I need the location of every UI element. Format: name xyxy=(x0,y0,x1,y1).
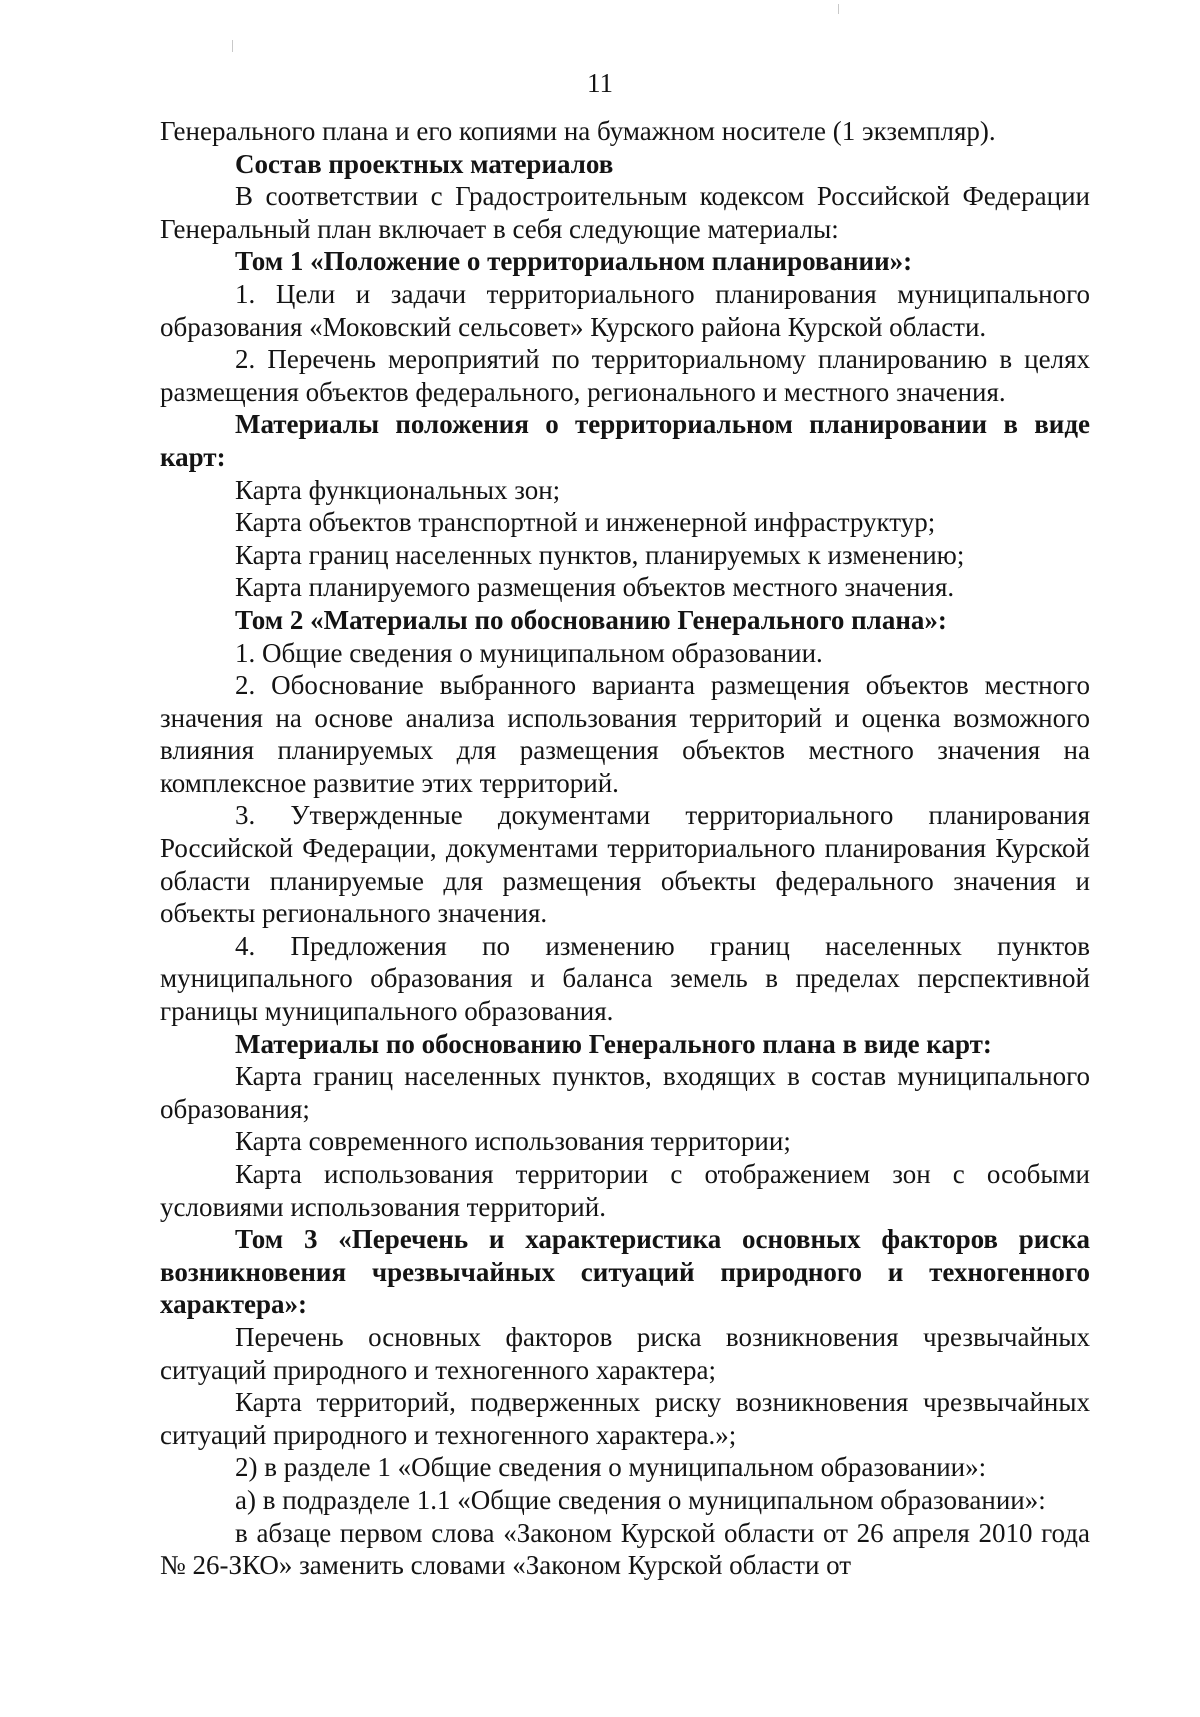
heading-volume-1: Том 1 «Положение о территориальном планировании»: xyxy=(235,246,913,277)
paragraph-continuation: Генерального плана и его копиями на бумажном носителе (1 экземпляр). xyxy=(160,116,996,146)
map-item: Карта функциональных зон; xyxy=(235,474,561,505)
list-item: 1. Цели и задачи территориального планирования муниципального образования «Моковский сельсовет» Курского района Курской области. xyxy=(160,278,1090,342)
paragraph-intro: В соответствии с Градостроительным кодексом Российской Федерации Генеральный план включает в себя следующие материалы: xyxy=(160,181,1090,244)
heading-volume-2: Том 2 «Материалы по обоснованию Генерального плана»: xyxy=(235,604,947,635)
document-body xyxy=(160,115,1090,1582)
heading-volume-3: Том 3 «Перечень и характеристика основных факторов риска возникновения чрезвычайных ситуаций природного и техногенного характера»: xyxy=(160,1224,1090,1320)
page-number: 11 xyxy=(587,68,613,98)
map-item: Карта границ населенных пунктов, входящих в состав муниципального образования; xyxy=(160,1061,1090,1124)
map-item: Карта объектов транспортной и инженерной инфраструктур; xyxy=(235,507,936,538)
map-item: Карта современного использования территории; xyxy=(235,1126,791,1157)
list-item: 1. Общие сведения о муниципальном образовании. xyxy=(235,637,823,668)
list-item: 4. Предложения по изменению границ населенных пунктов муниципального образования и баланса земель в пределах перспективной границы муниципального образования. xyxy=(160,930,1090,1027)
map-item: Карта использования территории с отображением зон с особыми условиями использования территорий. xyxy=(160,1159,1090,1222)
list-item: Перечень основных факторов риска возникновения чрезвычайных ситуаций природного и техногенного характера; xyxy=(160,1321,1090,1385)
scan-artifact xyxy=(232,40,233,52)
amendment-item: в абзаце первом слова «Законом Курской области от 26 апреля 2010 года № 26-ЗКО» заменить словами «Законом Курской области от xyxy=(160,1517,1090,1581)
list-item: Карта территорий, подверженных риску возникновения чрезвычайных ситуаций природного и техногенного характера.»; xyxy=(160,1387,1090,1450)
heading-project-materials: Состав проектных материалов xyxy=(235,148,614,179)
scan-artifact xyxy=(838,4,839,14)
list-item: 3. Утвержденные документами территориального планирования Российской Федерации, документами территориального планирования Курской области планируемые для размещения объекты федерального значения и объекты регионального значения. xyxy=(160,800,1090,929)
heading-maps-volume-2: Материалы по обоснованию Генерального плана в виде карт: xyxy=(235,1028,992,1059)
amendment-item: а) в подразделе 1.1 «Общие сведения о муниципальном образовании»: xyxy=(235,1484,1046,1515)
heading-maps-volume-1: Материалы положения о территориальном планировании в виде карт: xyxy=(160,409,1090,472)
map-item: Карта планируемого размещения объектов местного значения. xyxy=(235,572,955,603)
list-item: 2. Перечень мероприятий по территориальному планированию в целях размещения объектов федерального, регионального и местного значения. xyxy=(160,344,1090,407)
map-item: Карта границ населенных пунктов, планируемых к изменению; xyxy=(235,539,965,570)
amendment-item: 2) в разделе 1 «Общие сведения о муниципальном образовании»: xyxy=(235,1452,987,1483)
list-item: 2. Обоснование выбранного варианта размещения объектов местного значения на основе анализа использования территорий и оценка возможного влияния планируемых для размещения объектов местного значения на комплексное развитие этих территорий. xyxy=(160,670,1090,798)
